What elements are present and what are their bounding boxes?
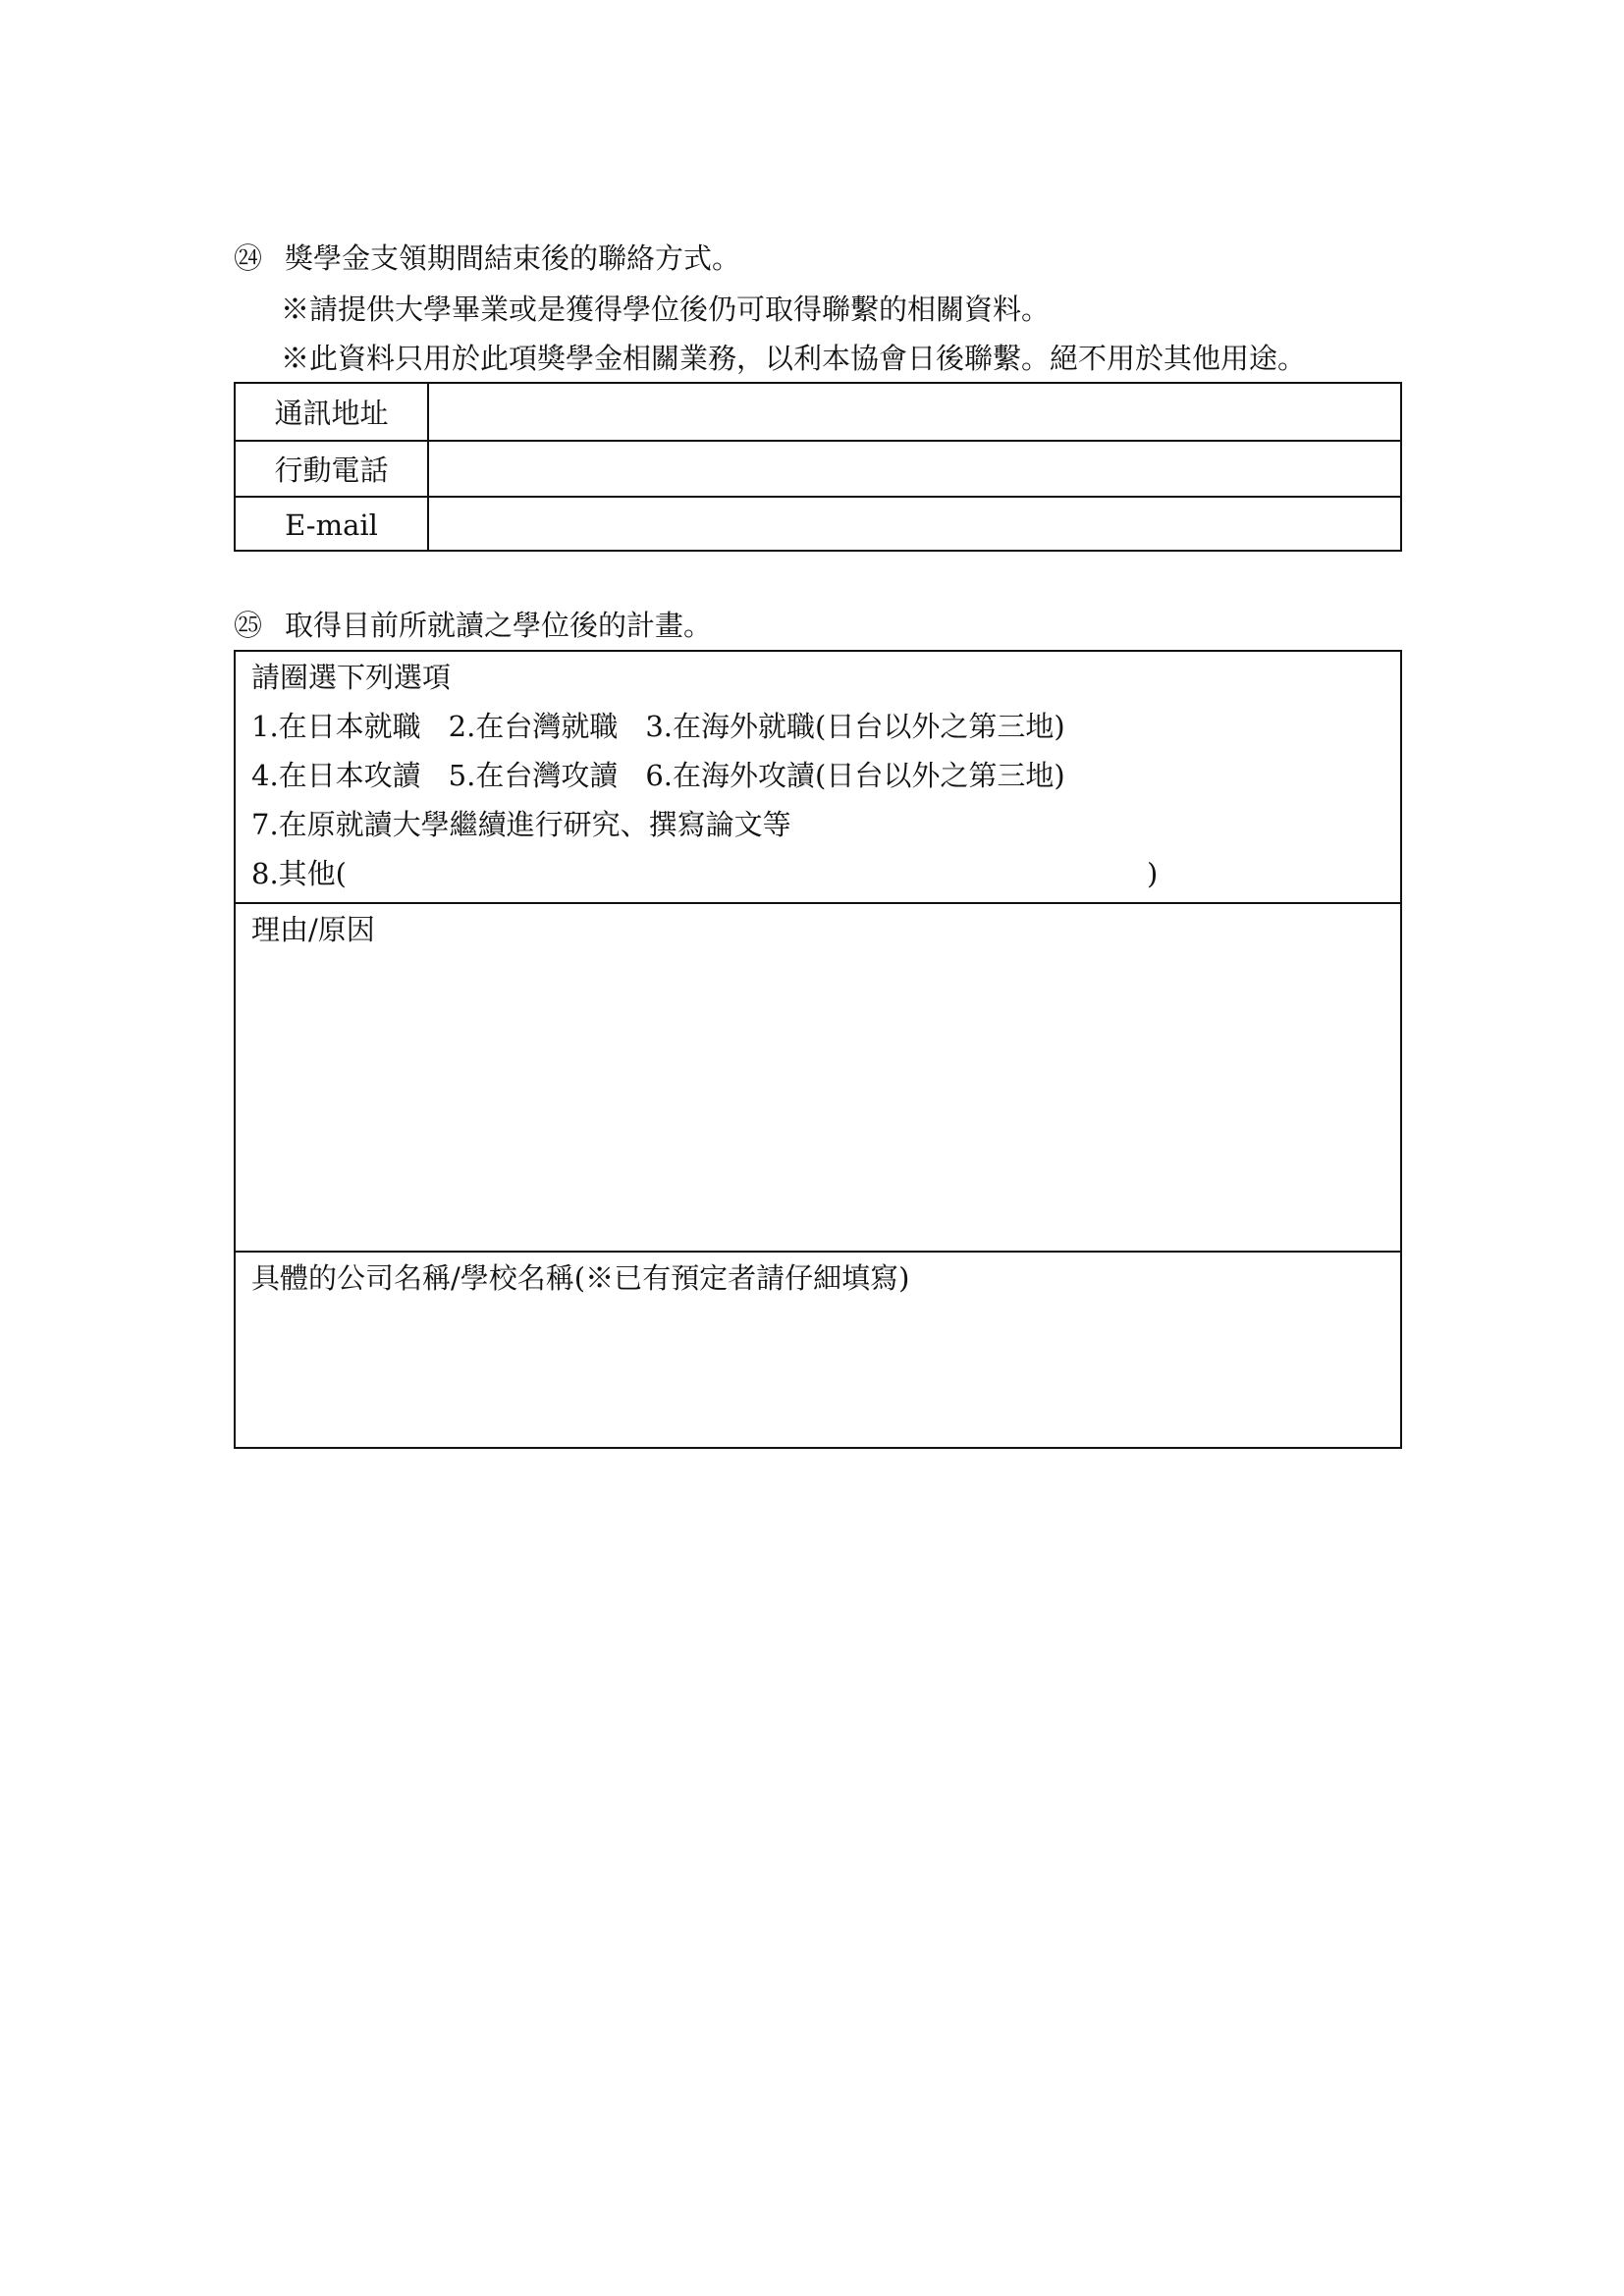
mobile-field[interactable] bbox=[429, 442, 1400, 496]
email-field[interactable] bbox=[429, 498, 1400, 552]
contact-row-address bbox=[236, 384, 1400, 440]
option-5[interactable]: 5.在台灣攻讀 bbox=[448, 759, 619, 792]
company-label: 具體的公司名稱/學校名稱(※已有預定者請仔細填寫) bbox=[251, 1261, 910, 1295]
company-cell[interactable] bbox=[236, 1251, 1400, 1447]
option-3[interactable]: 3.在海外就職(日台以外之第三地) bbox=[645, 710, 1065, 743]
options-header: 請圈選下列選項 bbox=[251, 661, 452, 694]
section24-heading bbox=[234, 240, 740, 276]
option-8-label: 8.其他( bbox=[251, 857, 347, 890]
section25-title: 取得目前所就讀之學位後的計畫。 bbox=[285, 609, 713, 642]
section25-heading bbox=[234, 608, 712, 643]
options-row-study bbox=[251, 758, 1065, 793]
contact-row-email bbox=[236, 496, 1400, 552]
reason-label: 理由/原因 bbox=[251, 913, 375, 946]
option-8-close-paren: ) bbox=[1147, 857, 1159, 890]
option-1[interactable]: 1.在日本就職 bbox=[251, 710, 421, 743]
address-label: 通訊地址 bbox=[236, 384, 429, 440]
section24-number: ㉔ bbox=[234, 241, 263, 275]
section24-title: 獎學金支領期間結束後的聯絡方式。 bbox=[285, 241, 741, 275]
option-6[interactable]: 6.在海外攻讀(日台以外之第三地) bbox=[645, 759, 1065, 792]
section24-note2: ※此資料只用於此項獎學金相關業務，以利本協會日後聯繫。絕不用於其他用途。 bbox=[281, 342, 1307, 375]
email-label: E-mail bbox=[236, 498, 429, 552]
options-row-work bbox=[251, 709, 1065, 744]
option-8[interactable] bbox=[251, 856, 1174, 891]
plan-table bbox=[234, 650, 1402, 1449]
mobile-label: 行動電話 bbox=[236, 442, 429, 496]
option-2[interactable]: 2.在台灣就職 bbox=[448, 710, 619, 743]
contact-row-mobile bbox=[236, 440, 1400, 496]
address-field[interactable] bbox=[429, 384, 1400, 440]
contact-table bbox=[234, 382, 1402, 552]
option-7[interactable]: 7.在原就讀大學繼續進行研究、撰寫論文等 bbox=[251, 808, 791, 841]
reason-cell[interactable] bbox=[236, 902, 1400, 1251]
option-4[interactable]: 4.在日本攻讀 bbox=[251, 759, 421, 792]
section24-note1: ※請提供大學畢業或是獲得學位後仍可取得聯繫的相關資料。 bbox=[281, 293, 1051, 326]
options-cell bbox=[236, 652, 1400, 902]
section25-number: ㉕ bbox=[234, 609, 263, 642]
